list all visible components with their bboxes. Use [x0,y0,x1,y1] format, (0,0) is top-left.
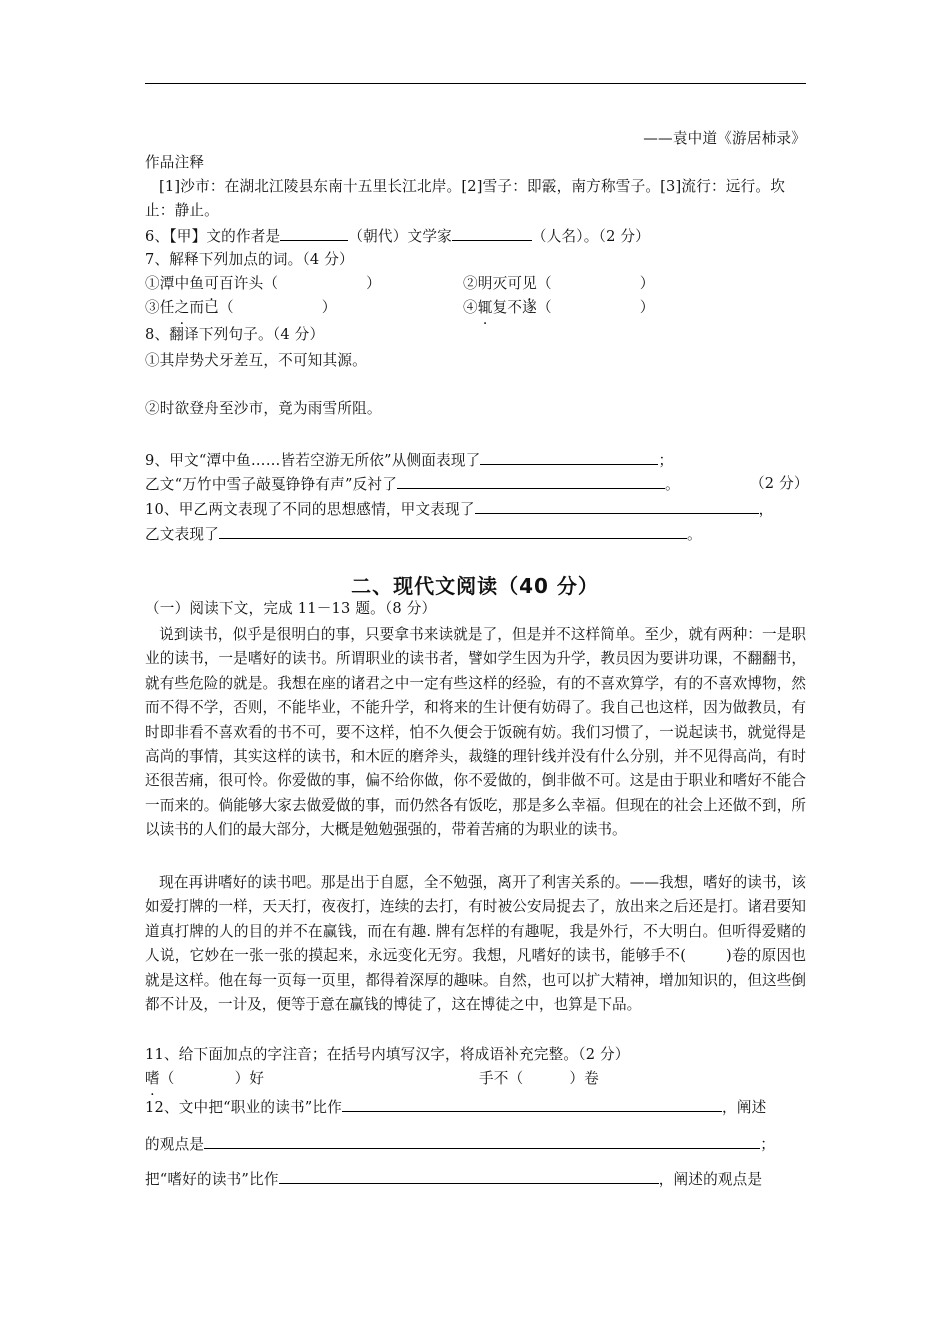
section-2-subtitle: （一）阅读下文，完成 11－13 题。（8 分） [145,600,437,617]
passage-paragraph-1: 说到读书，似乎是很明白的事，只要拿书来读就是了，但是并不这样简单。至少，就有两种：一是职业的读书，一是嗜好的读书。所谓职业的读书者，譬如学生因为升学，教员因为要讲功课，不翻翻书，就有些危险的就是。我想在座的诸君之中一定有些这样的经验，有的不喜欢算学，有的不喜欢博物，然而不得不学，否则，不能毕业，不能升学，和将来的生计便有妨碍了。我自己也这样，因为做教员，有时即非看不喜欢看的书不可，要不这样，怕不久便会于饭碗有妨。我们习惯了，一说起读书，就觉得是高尚的事情，其实这样的读书，和木匠的磨斧头，裁缝的理针线并没有什么分别，并不见得高尚，有时还很苦痛，很可怜。你爱做的事，偏不给你做，你不爱做的，倒非做不可。这是由于职业和嗜好不能合一而来的。倘能够大家去做爱做的事，而仍然各有饭吃，那是多么幸福。但现在的社会上还做不到，所以读书的人们的最大部分，大概是勉勉强强的，带着苦痛的为职业的读书。 [145,626,806,839]
notes-title: 作品注释 [145,154,205,171]
source-attribution: ——袁中道《游居杮录》 [643,130,806,147]
answer-blank[interactable] [397,473,665,489]
answer-blank[interactable] [219,523,687,539]
passage-paragraph-2: 现在再讲嗜好的读书吧。那是出于自愿，全不勉强，离开了利害关系的。——我想，嗜好的读书，该如爱打牌的一样，天天打，夜夜打，连续的去打，有时被公安局捉去了，放出来之后还是打。诸君要知道真打牌的人的目的并不在赢钱，而在有趣. 牌有怎样的有趣呢，我是外行，不大明白。但听得爱赌的人说，它妙在一张一张的摸起来，永远变化无穷。我想，凡嗜好的读书，能够手不( )卷的原因也就是这样。他在每一页每一页里，都得着深厚的趣味。自然，也可以扩大精神，增加知识的，但这些倒都不计及，一计及，便等于意在赢钱的博徒了，这在博徒之中，也算是下品。 [145,874,806,1014]
question-11-items: 嗜（ ）好 手不（ ）卷 [145,1068,806,1090]
answer-blank[interactable] [204,1133,760,1149]
question-10-line-1: 10、甲乙两文表现了不同的思想感情，甲文表现了 ， [145,498,806,521]
question-12-line-3: 把“嗜好的读书”比作 ，阐述的观点是 [145,1168,806,1191]
question-7-item-2: ②明灭可见（ ） [463,275,655,292]
question-6: 6、【甲】文的作者是 （朝代）文学家 （人名）。（2 分） [145,225,806,248]
answer-blank[interactable] [279,1168,659,1184]
question-9-line-2: 乙文“万竹中雪子敲戛铮铮有声”反衬了 。 （2 分） [145,475,809,493]
question-7-title: 7、解释下列加点的词。（4 分） [145,251,354,268]
answer-blank[interactable] [475,498,759,514]
notes-line-2: 止：静止。 [145,202,219,219]
answer-blank[interactable] [342,1096,722,1112]
answer-blank[interactable] [280,225,348,241]
section-2-title: 二、现代文阅读（40 分） [351,574,599,598]
question-7-row-1: ①潭中鱼可百许头（ ） ②明灭可见（ ） [145,273,806,295]
question-7-item-4: ④辄复不遂（ ） [463,299,655,316]
question-10-line-2: 乙文表现了 。 [145,523,806,546]
answer-blank[interactable] [480,449,658,465]
question-8-title: 8、翻译下列句子。（4 分） [145,326,325,343]
question-11-item-2: 手不（ ）卷 [479,1070,599,1087]
question-11-title: 11、给下面加点的字注音；在括号内填写汉字，将成语补充完整。（2 分） [145,1046,630,1063]
question-8-sentence-2: ②时欲登舟至沙市，竟为雨雪所阻。 [145,400,382,417]
question-8-sentence-1: ①其岸势犬牙差互，不可知其源。 [145,352,367,369]
question-12-line-1: 12、文中把“职业的读书”比作 ，阐述 [145,1096,806,1119]
answer-blank[interactable] [452,225,532,241]
header-rule [145,83,806,84]
question-9-line-1: 9、甲文“潭中鱼……皆若空游无所依”从侧面表现了 ； [145,449,806,472]
notes-line-1: [1]沙市：在湖北江陵县东南十五里长江北岸。[2]雪子：即霰，南方称雪子。[3]流行：远行。坎 [159,178,785,195]
question-12-line-2: 的观点是 ； [145,1133,806,1156]
question-7-row-2: ③任之而已（ ） ④辄复不遂（ ） [145,297,806,319]
